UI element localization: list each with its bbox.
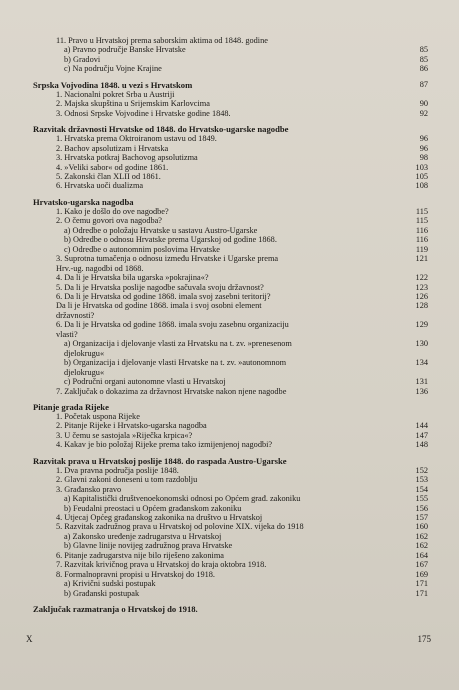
toc-entry-text: b) Odredbe o odnosu Hrvatske prema Ugarskoj od godine 1868. [64,235,277,245]
section-heading [0,124,459,134]
toc-entry [0,377,459,386]
toc-entry [0,283,459,292]
toc-section [0,598,459,614]
toc-entry-page: 147 [415,430,428,440]
toc-entry-text: 4. Da li je Hrvatska bila ugarska »pokrajina«? [56,273,209,283]
section-heading [0,197,459,207]
toc-entry-text: c) Odredbe o autonomnim poslovima Hrvatske [64,244,220,254]
toc-entry [0,207,459,216]
toc-entry-page: 96 [419,143,428,153]
toc-entry-text: 1. Početak uspona Rijeke [56,411,140,421]
toc-entry-page: 115 [415,216,428,226]
section-heading [0,80,459,90]
toc-entry-text: 6. Hrvatska uoči dualizma [56,181,144,191]
section-heading-text: Pitanje grada Rijeke [33,401,109,412]
toc-entry [0,358,459,367]
toc-entry-page: 105 [415,171,428,181]
toc-entry [0,532,459,541]
toc-entry-text: 7. Razvitak krivičnog prava u Hrvatskoj do kraja oktobra 1918. [56,560,267,570]
toc-entry-page: 162 [415,541,428,551]
section-heading-text: Razvitak državnosti Hrvatske od 1848. do Hrvatsko-ugarske nagodbe [33,124,289,135]
toc-section [0,118,459,191]
toc-entry [0,45,459,54]
toc-entry-text: 7. Zaključak o dokazima za državnost Hrvatske nakon njene nagodbe [56,386,287,396]
toc-entry-text: a) Organizacija i djelovanje vlasti za Hrvatsku na t. zv. »prenesenom [64,339,292,349]
toc-entry-page: 136 [415,386,428,396]
toc-entry-text: 5. Da li je Hrvatska poslije nagodbe sačuvala svoju državnost? [56,282,264,292]
toc-entry [0,134,459,143]
toc-entry [0,90,459,99]
toc-entry [0,560,459,569]
final-page-number: 175 [417,634,431,644]
toc-entry-text: b) Feudalni preostaci u Općem građanskom zakoniku [64,503,242,513]
toc-entry-text: b) Glavne linije novijeg zadružnog prava Hrvatske [64,541,233,551]
toc-entry-text: 2. Pitanje Rijeke i Hrvatsko-ugarska nagodba [56,421,207,431]
toc-entry [0,273,459,282]
toc-entry-text: a) Odredbe o položaju Hrvatske u sastavu Austro-Ugarske [64,225,258,235]
section-heading [0,402,459,412]
toc-entry [0,216,459,225]
toc-entry-text: 6. Pitanje zadrugarstva nije bilo riješeno zakonima [56,550,224,560]
section-heading-text: Hrvatsko-ugarska nagodba [33,196,134,207]
toc-entry [0,235,459,244]
toc-entry-text: državnosti? [56,310,95,320]
toc-entry-page: 153 [415,475,428,485]
toc-entry [0,440,459,449]
toc-entry [0,421,459,430]
toc-entry [0,181,459,190]
toc-entry-page: 155 [415,494,428,504]
toc-entry-page: 171 [415,588,428,598]
toc-entry-text: c) Područni organi autonomne vlasti u Hrvatskoj [64,377,226,387]
toc-entry-text: vlasti? [56,329,78,339]
toc-entry-text: 1. Dva pravna područja poslije 1848. [56,465,179,475]
toc-entry [0,226,459,235]
toc-entry-page: 123 [415,282,428,292]
toc-entry [0,109,459,118]
toc-entry-text: djelokrugu« [64,348,105,358]
table-of-contents [0,36,459,614]
toc-entry-page: 156 [415,503,428,513]
toc-entry [0,144,459,153]
toc-entry [0,522,459,531]
toc-entry-page: 121 [415,254,428,264]
toc-entry [0,431,459,440]
toc-entry [0,330,459,339]
toc-entry-page: 134 [415,358,428,368]
toc-entry-text: a) Kapitalistički društvenoekonomski odnosi po Općem građ. zakoniku [64,494,301,504]
toc-entry-text: 1. Hrvatska prema Oktroiranom ustavu od 1849. [56,134,217,144]
toc-entry-page: 167 [415,560,428,570]
toc-entry-text: a) Pravno područje Banske Hrvatske [64,45,186,55]
toc-entry-page: 116 [415,225,428,235]
toc-entry-page: 169 [415,569,428,579]
toc-entry-page: 154 [415,484,428,494]
toc-entry-page: 86 [419,64,428,74]
toc-entry-text: Hrv.-ug. nagodbi od 1868. [56,263,144,273]
toc-entry-page: 144 [415,421,428,431]
toc-entry [0,494,459,503]
toc-entry [0,36,459,45]
toc-entry [0,475,459,484]
toc-entry [0,264,459,273]
toc-entry-text: 4. »Veliki sabor« od godine 1861. [56,162,169,172]
toc-entry [0,292,459,301]
toc-entry-text: a) Krivični sudski postupak [64,579,156,589]
toc-entry [0,387,459,396]
toc-entry [0,541,459,550]
toc-entry-page: 98 [419,153,428,163]
section-page-number: 87 [419,79,428,89]
toc-entry-text: b) Gradovi [64,54,101,64]
toc-entry-text: 1. Kako je došlo do ove nagodbe? [56,206,169,216]
toc-entry-page: 130 [415,339,428,349]
toc-section [0,74,459,118]
toc-entry-text: b) Građanski postupak [64,588,140,598]
toc-entry-text: 4. Kakav je bio položaj Rijeke prema tako izmijenjenoj nagodbi? [56,440,273,450]
toc-entry-text: c) Na području Vojne Krajine [64,64,162,74]
toc-entry-page: 129 [415,320,428,330]
toc-entry [0,55,459,64]
toc-entry-page: 126 [415,291,428,301]
toc-entry [0,64,459,73]
section-heading-text: Zaključak razmatranja o Hrvatskoj do 1918. [33,604,198,615]
toc-entry-page: 119 [415,244,428,254]
toc-entry-text: 5. Zakonski član XLII od 1861. [56,171,161,181]
toc-entry-page: 162 [415,531,428,541]
section-heading-text: Srpska Vojvodina 1848. u vezi s Hrvatskom [33,79,193,90]
page-folio: X [26,634,33,644]
toc-entry-text: 2. Glavni zakoni doneseni u tom razdoblju [56,475,198,485]
toc-entry-page: 115 [415,206,428,216]
toc-entry-text: djelokrugu« [64,367,105,377]
toc-entry-page: 85 [419,54,428,64]
toc-entry [0,589,459,598]
toc-entry-text: 5. Razvitak zadružnog prava u Hrvatskoj od polovine XIX. vijeka do 1918 [56,522,304,532]
toc-entry [0,349,459,358]
toc-entry-text: 1. Nacionalni pokret Srba u Austriji [56,89,175,99]
toc-entry [0,311,459,320]
toc-entry-text: 3. Suprotna tumačenja o odnosu između Hrvatske i Ugarske prema [56,254,279,264]
toc-section [0,36,459,74]
toc-entry-text: Da li je Hrvatska od godine 1868. imala i svoj osobni element [56,301,262,311]
toc-entry-page: 164 [415,550,428,560]
toc-entry [0,301,459,310]
toc-entry [0,153,459,162]
toc-entry [0,172,459,181]
toc-entry-text: 2. Bachov apsolutizam i Hrvatska [56,143,169,153]
toc-entry [0,513,459,522]
toc-entry-page: 103 [415,162,428,172]
toc-section [0,191,459,396]
toc-entry-text: 6. Da li je Hrvatska od godine 1868. imala svoju zasebnu organizaciju [56,320,289,330]
toc-entry-page: 90 [419,99,428,109]
toc-entry-text: 8. Formalnopravni propisi u Hrvatskoj do 1918. [56,569,216,579]
toc-entry-page: 92 [419,108,428,118]
toc-entry [0,163,459,172]
toc-entry-page: 148 [415,440,428,450]
section-heading [0,604,459,614]
toc-entry-page: 128 [415,301,428,311]
toc-section [0,396,459,450]
toc-entry-text: b) Organizacija i djelovanje vlasti Hrvatske na t. zv. »autonomnom [64,358,287,368]
toc-entry-page: 171 [415,579,428,589]
toc-entry-page: 122 [415,273,428,283]
toc-section [0,450,459,598]
toc-entry [0,339,459,348]
toc-entry-page: 160 [415,522,428,532]
toc-entry-page: 96 [419,134,428,144]
toc-entry-text: 2. Majska skupština u Srijemskim Karlovcima [56,99,210,109]
toc-entry-text: 3. Građansko pravo [56,484,122,494]
toc-entry-page: 85 [419,45,428,55]
toc-entry [0,254,459,263]
toc-entry [0,320,459,329]
toc-entry-text: 4. Utjecaj Općeg građanskog zakonika na društvo u Hrvatskoj [56,513,263,523]
toc-entry-text: 3. U čemu se sastojala »Riječka krpica«? [56,430,193,440]
toc-entry [0,99,459,108]
toc-entry-page: 131 [415,377,428,387]
toc-entry [0,551,459,560]
toc-entry-page: 116 [415,235,428,245]
toc-entry-page: 152 [415,465,428,475]
toc-entry [0,368,459,377]
section-heading [0,456,459,466]
section-heading-text: Razvitak prava u Hrvatskoj poslije 1848. do raspada Austro-Ugarske [33,455,287,466]
toc-entry [0,412,459,421]
toc-entry-text: 6. Da li je Hrvatska od godine 1868. imala svoj zasebni teritorij? [56,291,271,301]
toc-entry [0,466,459,475]
toc-entry [0,485,459,494]
toc-entry-text: a) Zakonsko uređenje zadrugarstva u Hrvatskoj [64,531,222,541]
toc-entry-page: 108 [415,181,428,191]
toc-entry [0,245,459,254]
toc-entry [0,579,459,588]
toc-entry-text: 3. Odnosi Srpske Vojvodine i Hrvatske godine 1848. [56,108,231,118]
toc-entry [0,570,459,579]
toc-entry [0,504,459,513]
toc-entry-text: 2. O čemu govori ova nagodba? [56,216,162,226]
toc-entry-text: 3. Hrvatska potkraj Bachovog apsolutizma [56,153,198,163]
toc-entry-page: 157 [415,513,428,523]
toc-entry-text: 11. Pravo u Hrvatskoj prema saborskim aktima od 1848. godine [56,36,268,45]
